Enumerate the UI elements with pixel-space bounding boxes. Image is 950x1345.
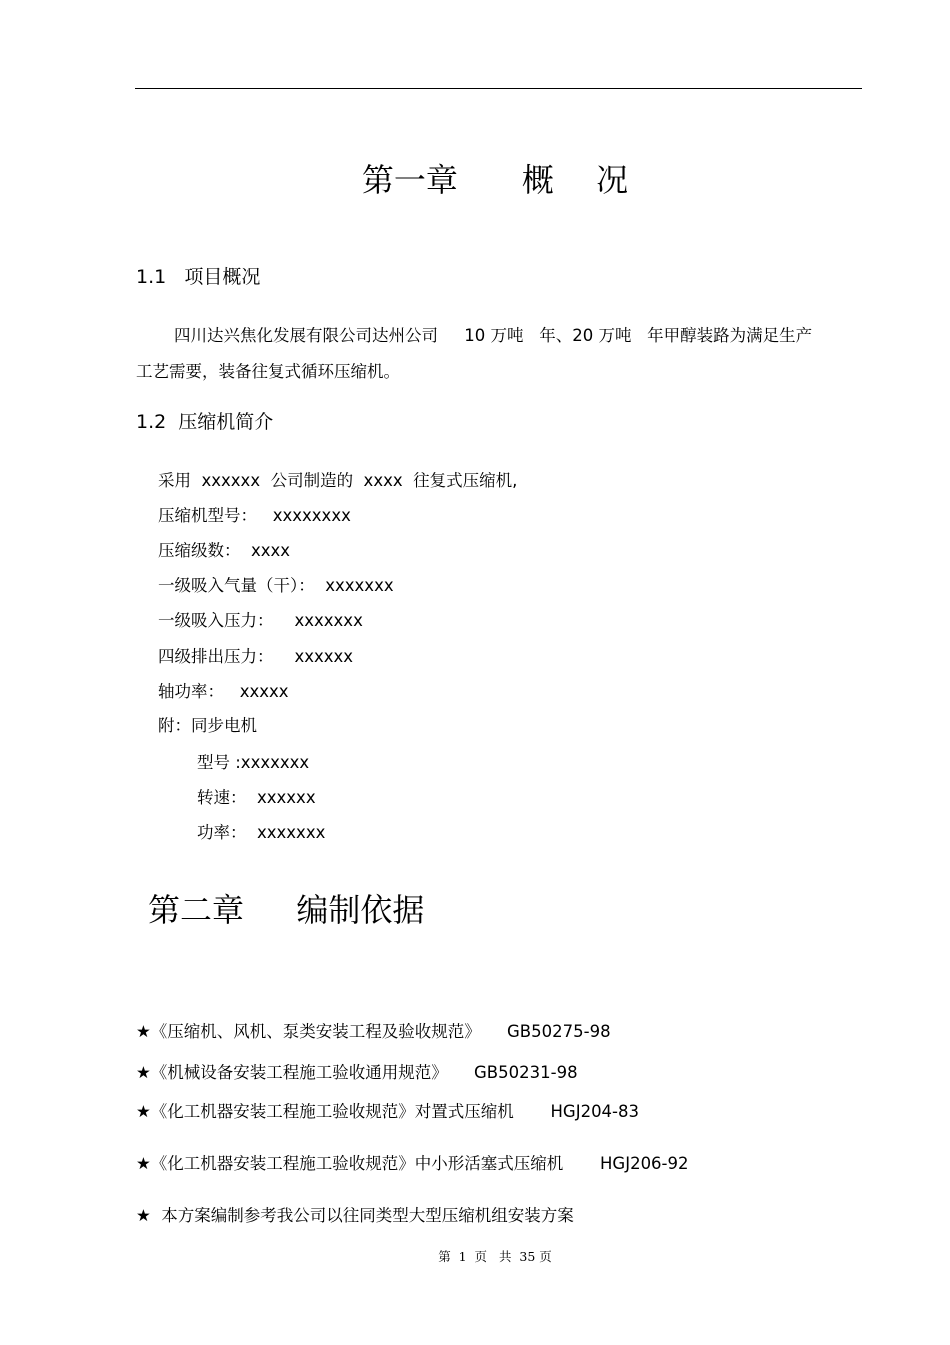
motor-spec-line: 型号 :xxxxxxx [197,753,310,772]
spec-line: 四级排出压力： xxxxxx [158,647,354,666]
spec-line: 一级吸入压力： xxxxxxx [158,611,363,630]
spec-line: 压缩机型号： xxxxxxxx [158,506,351,525]
spec-line: 一级吸入气量（干）： xxxxxxx [158,576,394,595]
spec-line: 附：同步电机 [158,716,257,735]
reference-item: ★《压缩机、风机、泵类安装工程及验收规范》 GB50275-98 [136,1022,611,1041]
chapter-1-title: 第一章 概 况 [361,161,629,199]
reference-item: ★《机械设备安装工程施工验收通用规范》 GB50231-98 [136,1063,578,1082]
chapter-2-title: 第二章 编制依据 [148,891,425,929]
reference-item: ★ 本方案编制参考我公司以往同类型大型压缩机组安装方案 [136,1206,574,1225]
spec-line: 轴功率： xxxxx [158,682,289,701]
page-footer: 第 1 页 共 35 页 [438,1249,552,1264]
section-1-1-paragraph-line-1: 四川达兴焦化发展有限公司达州公司 10 万吨 年、20 万吨 年甲醇装路为满足生产 [174,326,813,345]
motor-spec-line: 转速： xxxxxx [197,788,316,807]
section-1-1-heading: 1.1 项目概况 [136,266,261,288]
section-1-1-paragraph-line-2: 工艺需要，装备往复式循环压缩机。 [136,362,400,381]
section-1-2-heading: 1.2 压缩机简介 [136,411,274,433]
reference-item: ★《化工机器安装工程施工验收规范》中小形活塞式压缩机 HGJ206-92 [136,1154,689,1173]
spec-line: 压缩级数： xxxx [158,541,291,560]
header-rule [135,88,862,89]
reference-item: ★《化工机器安装工程施工验收规范》对置式压缩机 HGJ204-83 [136,1102,640,1121]
motor-spec-line: 功率： xxxxxxx [197,823,326,842]
spec-line: 采用 xxxxxx 公司制造的 xxxx 往复式压缩机, [158,471,518,490]
